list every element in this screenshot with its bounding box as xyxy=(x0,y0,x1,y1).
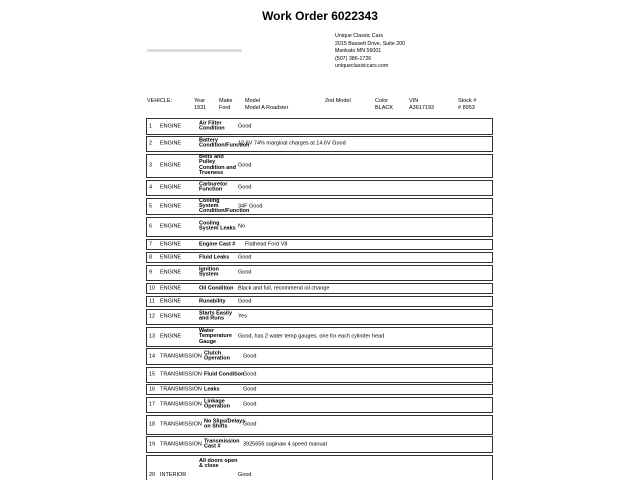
row-value: Good xyxy=(243,385,257,392)
row-system: ENGINE xyxy=(160,253,182,260)
inspection-row xyxy=(146,198,493,215)
row-item: Cooling System Leaks xyxy=(199,220,236,232)
row-number: 15 xyxy=(149,371,156,378)
inspection-row xyxy=(146,455,493,480)
row-system: TRANSMISSION xyxy=(160,401,202,408)
row-item: Leaks xyxy=(204,385,220,392)
model2-label: 2nd Model xyxy=(325,98,351,104)
vehicle-make xyxy=(219,98,232,111)
row-number: 4 xyxy=(149,184,153,191)
row-item: Water Temperature Gauge xyxy=(199,327,232,345)
vehicle-model xyxy=(245,98,288,111)
row-number: 18 xyxy=(149,421,156,428)
row-item: Runability xyxy=(199,297,226,304)
row-system: ENGINE xyxy=(160,184,182,191)
vehicle-model2 xyxy=(325,98,351,105)
row-value: Good xyxy=(238,162,252,169)
row-number: 16 xyxy=(149,385,156,392)
row-value: 3925656 saginaw 4 speed manual xyxy=(243,440,327,447)
row-item: Ignition System xyxy=(199,266,219,278)
inspection-row xyxy=(146,239,493,250)
row-value: 12.6V 74% marginal charges at 14.6V Good xyxy=(238,140,346,147)
inspection-row xyxy=(146,252,493,263)
dealer-address: 2015 Bassett Drive, Suite 200 xyxy=(335,40,406,47)
inspection-row xyxy=(146,415,493,435)
row-item: Fluid Condition xyxy=(204,371,245,378)
row-system: ENGINE xyxy=(160,162,182,169)
row-system: ENGINE xyxy=(160,223,182,230)
row-system: ENGINE xyxy=(160,297,182,304)
vehicle-year xyxy=(194,98,206,111)
vehicle-color xyxy=(375,98,393,111)
inspection-row xyxy=(146,436,493,453)
row-item: All doors open & close xyxy=(199,458,238,470)
row-number: 8 xyxy=(149,253,153,260)
row-value: Good xyxy=(238,184,252,191)
row-item: Starts Easily and Runs xyxy=(199,310,233,322)
vin-value: A3617193 xyxy=(409,104,435,111)
color-label: Color xyxy=(375,98,389,104)
inspection-row xyxy=(146,327,493,347)
row-number: 19 xyxy=(149,440,156,447)
row-number: 3 xyxy=(149,162,153,169)
row-value: Good xyxy=(238,297,252,304)
row-item: Carburetor Function xyxy=(199,181,228,193)
row-system: TRANSMISSION xyxy=(160,352,202,359)
row-system: TRANSMISSION xyxy=(160,385,202,392)
row-system: TRANSMISSION xyxy=(160,440,202,447)
dealer-phone: (507) 386-1726 xyxy=(335,55,372,62)
stock-value: # 8953 xyxy=(458,104,475,111)
row-system: ENGINE xyxy=(160,269,182,276)
inspection-row xyxy=(146,217,493,237)
row-number: 6 xyxy=(149,223,153,230)
inspection-row xyxy=(146,154,493,178)
row-number: 9 xyxy=(149,269,153,276)
inspection-row xyxy=(146,384,493,395)
row-number: 12 xyxy=(149,313,156,320)
row-item: Linkage Operation xyxy=(204,398,230,410)
row-system: ENGINE xyxy=(160,313,182,320)
inspection-row xyxy=(146,136,493,152)
row-system: TRANSMISSION xyxy=(160,371,202,378)
year-label: Year xyxy=(194,98,206,104)
row-system: ENGINE xyxy=(160,140,182,147)
row-value: Good xyxy=(243,401,257,408)
row-value: Good xyxy=(238,253,252,260)
row-value: Good xyxy=(238,269,252,276)
row-number: 7 xyxy=(149,240,153,247)
dealer-city: Mankato MN 56001 xyxy=(335,48,382,55)
row-system: TRANSMISSION xyxy=(160,421,202,428)
row-value: Black and full, recommend oil change xyxy=(238,284,330,291)
row-number: 5 xyxy=(149,202,153,209)
row-system: ENGINE xyxy=(160,202,182,209)
inspection-row xyxy=(146,309,493,325)
row-value: Yes xyxy=(238,313,247,320)
row-item: Transmission Cast # xyxy=(204,438,240,450)
row-value: Good xyxy=(243,352,257,359)
row-value: Good xyxy=(238,471,252,478)
page-title: Work Order 6022343 xyxy=(262,9,378,23)
row-item: Belts and Pulley Condition and Trueness xyxy=(199,154,236,177)
inspection-row xyxy=(146,367,493,383)
row-item: Battery Condition/Function xyxy=(199,137,250,149)
inspection-row xyxy=(146,180,493,196)
year-value: 1931 xyxy=(194,104,207,111)
row-value: Good xyxy=(243,421,257,428)
row-item: Oil Condition xyxy=(199,284,234,291)
model-value: Model A Roadster xyxy=(245,104,289,111)
row-item: No Slips/Delays on Shifts xyxy=(204,418,246,430)
row-value: Good, has 2 water temp gauges, one for each cylinder head xyxy=(238,333,385,340)
row-system: ENGINE xyxy=(160,240,182,247)
stock-label: Stock # xyxy=(458,98,477,104)
row-value: No xyxy=(238,223,246,230)
row-number: 11 xyxy=(149,297,155,304)
row-value: Good xyxy=(243,371,257,378)
row-value: 34F Good xyxy=(238,202,263,209)
row-item: Air Filter Condition xyxy=(199,120,225,132)
make-value: Ford xyxy=(219,104,231,111)
row-number: 1 xyxy=(149,122,153,129)
color-value: BLACK xyxy=(375,104,394,111)
inspection-row xyxy=(146,265,493,281)
row-system: ENGINE xyxy=(160,122,182,129)
dealer-logo-placeholder xyxy=(147,49,242,52)
row-number: 17 xyxy=(149,401,156,408)
row-number: 14 xyxy=(149,352,156,359)
inspection-row xyxy=(146,118,493,135)
row-system: ENGINE xyxy=(160,333,182,340)
inspection-row xyxy=(146,296,493,307)
row-system: INTERIOR xyxy=(160,471,187,478)
inspection-row xyxy=(146,397,493,413)
row-item: Cooling System Condition/Function xyxy=(199,197,250,215)
model-label: Model xyxy=(245,98,260,104)
inspection-row xyxy=(146,348,493,365)
row-number: 13 xyxy=(149,333,156,340)
row-value: Good xyxy=(238,122,252,129)
dealer-website: uniqueclassiccars.com xyxy=(335,63,389,70)
make-label: Make xyxy=(219,98,233,104)
dealer-name: Unique Classic Cars xyxy=(335,33,383,39)
dealer-info xyxy=(335,33,405,71)
row-number: 10 xyxy=(149,284,156,291)
row-item: Clutch Operation xyxy=(204,350,230,362)
row-item: Fluid Leaks xyxy=(199,253,230,260)
vehicle-stock xyxy=(458,98,476,111)
vehicle-vin xyxy=(409,98,434,111)
vin-label: VIN xyxy=(409,98,419,104)
row-system: ENGINE xyxy=(160,284,182,291)
vehicle-label: VEHICLE: xyxy=(147,98,173,104)
row-value: Flathead Ford V8 xyxy=(245,240,288,247)
inspection-row xyxy=(146,283,493,294)
row-number: 20 xyxy=(149,471,156,478)
row-item: Engine Cast # xyxy=(199,240,236,247)
row-number: 2 xyxy=(149,140,153,147)
